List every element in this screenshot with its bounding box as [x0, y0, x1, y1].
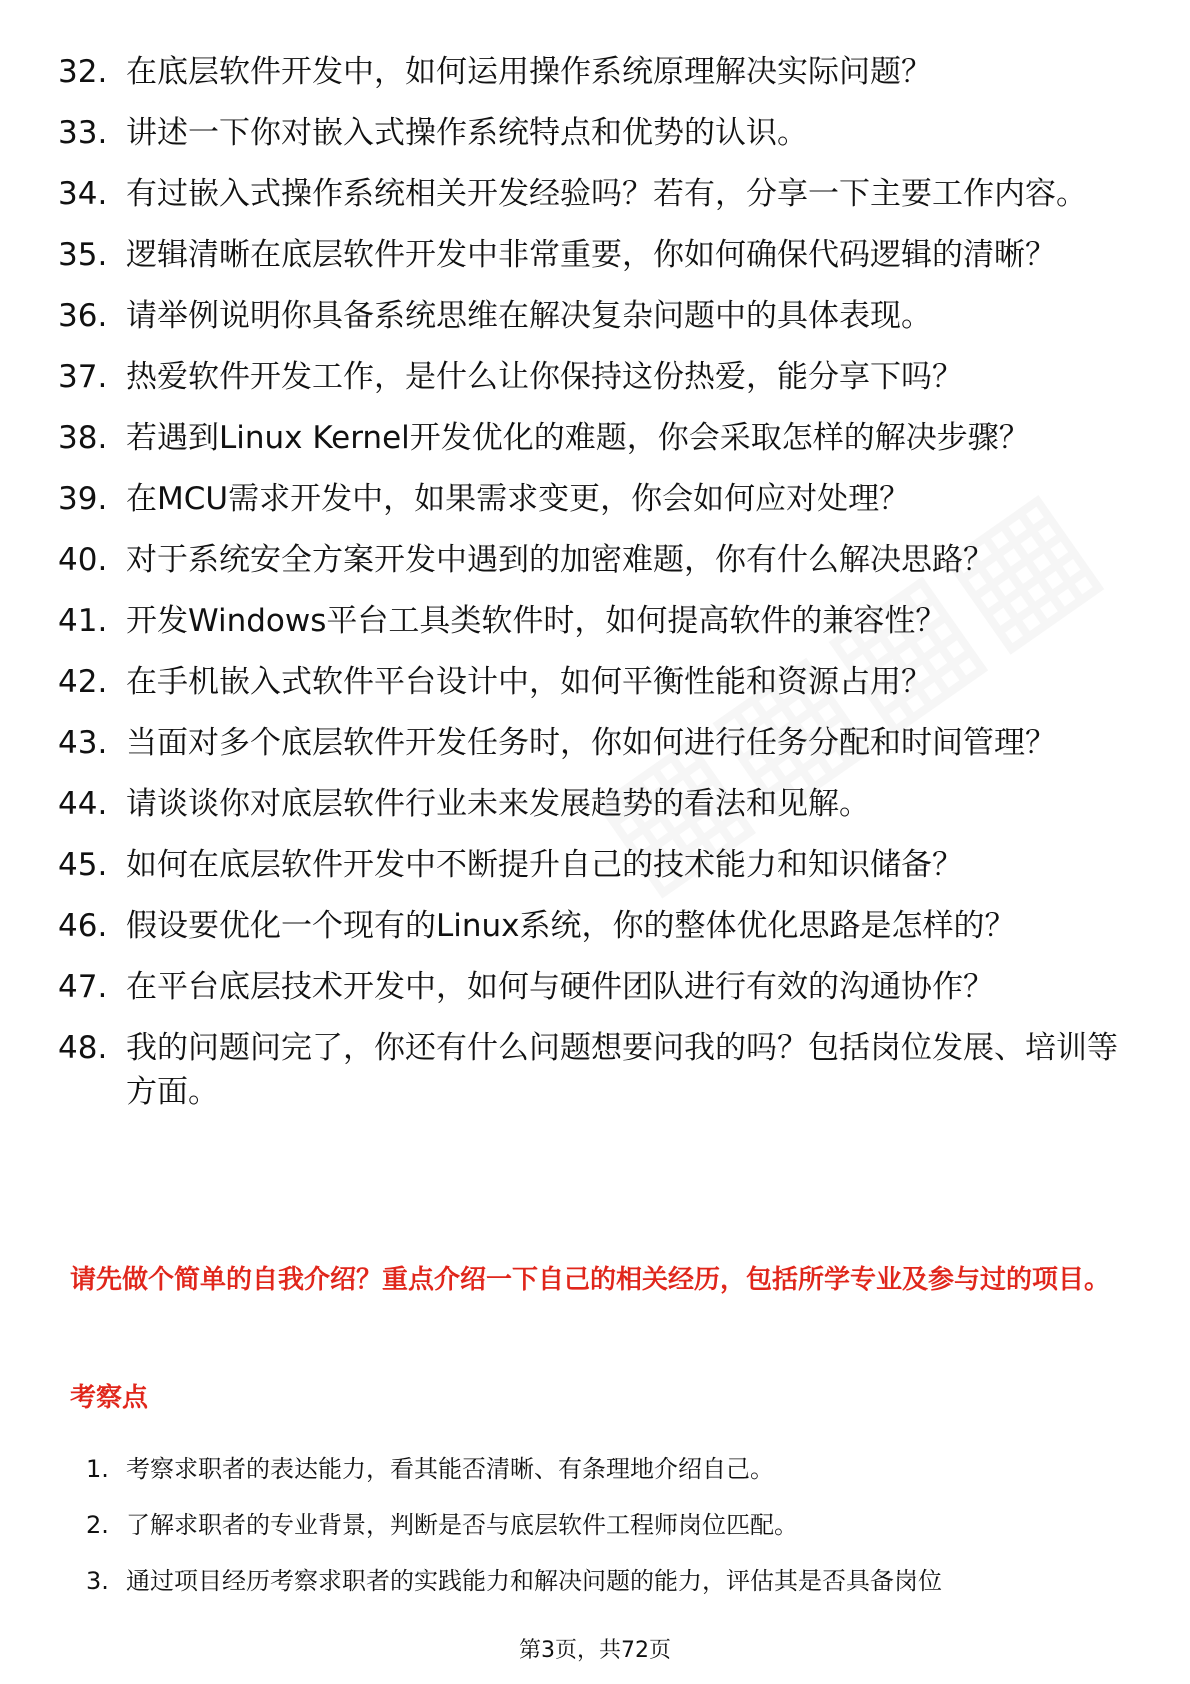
question-text: 如何在底层软件开发中不断提升自己的技术能力和知识储备？ — [126, 847, 963, 883]
question-text: 在MCU需求开发中，如果需求变更，你会如何应对处理？ — [126, 481, 911, 517]
question-text: 逻辑清晰在底层软件开发中非常重要，你如何确保代码逻辑的清晰？ — [126, 237, 1056, 273]
evaluation-points-list — [86, 1452, 1126, 1620]
question-number: 37. — [58, 359, 108, 395]
evaluation-point — [86, 1508, 1126, 1542]
question-text: 请谈谈你对底层软件行业未来发展趋势的看法和见解。 — [126, 786, 870, 822]
evaluation-point — [86, 1452, 1126, 1486]
section-title: 考察点 — [70, 1383, 149, 1413]
question-item — [58, 416, 1118, 460]
question-number: 45. — [58, 847, 108, 883]
question-text: 热爱软件开发工作，是什么让你保持这份热爱，能分享下吗？ — [126, 359, 963, 395]
question-item — [58, 50, 1118, 94]
point-text: 考察求职者的表达能力，看其能否清晰、有条理地介绍自己。 — [126, 1455, 774, 1483]
question-item — [58, 904, 1118, 948]
question-text: 有过嵌入式操作系统相关开发经验吗？若有，分享一下主要工作内容。 — [126, 176, 1087, 212]
point-number: 1. — [86, 1455, 109, 1483]
question-text: 当面对多个底层软件开发任务时，你如何进行任务分配和时间管理？ — [126, 725, 1056, 761]
question-item — [58, 660, 1118, 704]
question-text: 我的问题问完了，你还有什么问题想要问我的吗？包括岗位发展、培训等方面。 — [126, 1030, 1118, 1110]
question-number: 47. — [58, 969, 108, 1005]
question-number: 35. — [58, 237, 108, 273]
question-text: 在平台底层技术开发中，如何与硬件团队进行有效的沟通协作？ — [126, 969, 994, 1005]
question-text: 在底层软件开发中，如何运用操作系统原理解决实际问题？ — [126, 54, 932, 90]
question-number: 43. — [58, 725, 108, 761]
question-text: 假设要优化一个现有的Linux系统，你的整体优化思路是怎样的？ — [126, 908, 1016, 944]
question-list — [58, 50, 1118, 1131]
question-number: 41. — [58, 603, 108, 639]
featured-question: 请先做个简单的自我介绍？重点介绍一下自己的相关经历，包括所学专业及参与过的项目。 — [70, 1265, 1111, 1295]
question-text: 开发Windows平台工具类软件时，如何提高软件的兼容性？ — [126, 603, 947, 639]
question-item — [58, 599, 1118, 643]
question-item — [58, 721, 1118, 765]
question-item — [58, 965, 1118, 1009]
question-item — [58, 1026, 1118, 1114]
question-item — [58, 355, 1118, 399]
question-item — [58, 172, 1118, 216]
question-number: 39. — [58, 481, 108, 517]
point-number: 2. — [86, 1511, 109, 1539]
question-number: 48. — [58, 1030, 108, 1066]
question-number: 33. — [58, 115, 108, 151]
question-item — [58, 294, 1118, 338]
question-text: 请举例说明你具备系统思维在解决复杂问题中的具体表现。 — [126, 298, 932, 334]
question-item — [58, 538, 1118, 582]
page-footer: 第3页，共72页 — [519, 1638, 671, 1663]
question-number: 40. — [58, 542, 108, 578]
question-text: 若遇到Linux Kernel开发优化的难题，你会采取怎样的解决步骤？ — [126, 420, 1030, 456]
question-number: 34. — [58, 176, 108, 212]
question-item — [58, 111, 1118, 155]
question-item — [58, 782, 1118, 826]
point-text: 了解求职者的专业背景，判断是否与底层软件工程师岗位匹配。 — [126, 1511, 798, 1539]
question-number: 36. — [58, 298, 108, 334]
question-item — [58, 233, 1118, 277]
question-number: 38. — [58, 420, 108, 456]
question-text: 讲述一下你对嵌入式操作系统特点和优势的认识。 — [126, 115, 808, 151]
question-text: 对于系统安全方案开发中遇到的加密难题，你有什么解决思路？ — [126, 542, 994, 578]
question-item — [58, 843, 1118, 887]
point-number: 3. — [86, 1567, 109, 1595]
question-number: 46. — [58, 908, 108, 944]
question-text: 在手机嵌入式软件平台设计中，如何平衡性能和资源占用？ — [126, 664, 932, 700]
question-item — [58, 477, 1118, 521]
evaluation-point — [86, 1564, 1126, 1598]
question-number: 42. — [58, 664, 108, 700]
question-number: 32. — [58, 54, 108, 90]
question-number: 44. — [58, 786, 108, 822]
point-text: 通过项目经历考察求职者的实践能力和解决问题的能力，评估其是否具备岗位 — [126, 1567, 942, 1595]
